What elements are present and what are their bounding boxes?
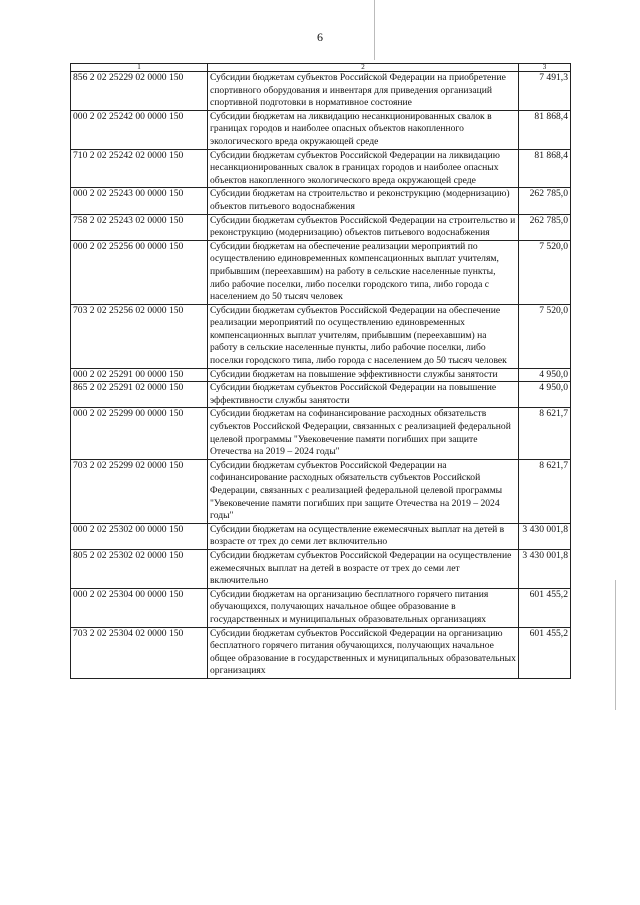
amount: 3 430 001,8	[519, 523, 571, 549]
amount: 81 868,4	[519, 110, 571, 149]
budget-table	[70, 63, 571, 679]
table-row	[71, 408, 571, 459]
amount: 7 520,0	[519, 304, 571, 368]
income-name: Субсидии бюджетам субъектов Российской Федерации на повышение эффективности службы занятости	[208, 382, 519, 408]
income-name: Субсидии бюджетам субъектов Российской Федерации на строительство и реконструкцию (модернизацию) объектов питьевого водоснабжения	[208, 214, 519, 240]
income-name: Субсидии бюджетам субъектов Российской Федерации на софинансирование расходных обязательств субъектов Российской Федерации, связанных с реализацией федеральной целевой программы "Увековечение памяти погибших при защите Отечества на 2019 – 2024 годы"	[208, 459, 519, 523]
income-name: Субсидии бюджетам на софинансирование расходных обязательств субъектов Российской Федерации, связанных с реализацией федеральной целевой программы "Увековечение памяти погибших при защите Отечества на 2019 – 2024 годы"	[208, 408, 519, 459]
income-name: Субсидии бюджетам субъектов Российской Федерации на обеспечение реализации мероприятий по осуществлению единовременных компенсационных выплат учителям, прибывшим (переехавшим) на работу в сельские населенные пункты, либо рабочие поселки, либо поселки городского типа, либо города с населением до 50 тысяч человек	[208, 304, 519, 368]
column-number: 2	[208, 64, 519, 72]
income-name: Субсидии бюджетам на обеспечение реализации мероприятий по осуществлению единовременных компенсационных выплат учителям, прибывшим (переехавшим) на работу в сельские населенные пункты, либо рабочие поселки, либо поселки городского типа, либо города с населением до 50 тысяч человек	[208, 240, 519, 304]
table-row	[71, 188, 571, 214]
budget-code: 710 2 02 25242 02 0000 150	[71, 149, 208, 188]
budget-code: 758 2 02 25243 02 0000 150	[71, 214, 208, 240]
table-row	[71, 523, 571, 549]
budget-code: 000 2 02 25304 00 0000 150	[71, 588, 208, 627]
amount: 8 621,7	[519, 459, 571, 523]
table-row	[71, 549, 571, 588]
amount: 7 491,3	[519, 72, 571, 111]
income-name: Субсидии бюджетам на организацию бесплатного горячего питания обучающихся, получающих начальное общее образование в государственных и муниципальных образовательных организациях	[208, 588, 519, 627]
budget-code: 000 2 02 25299 00 0000 150	[71, 408, 208, 459]
column-number: 1	[71, 64, 208, 72]
table-row	[71, 214, 571, 240]
income-name: Субсидии бюджетам на повышение эффективности службы занятости	[208, 368, 519, 382]
amount: 4 950,0	[519, 382, 571, 408]
table-row	[71, 72, 571, 111]
budget-code: 000 2 02 25243 00 0000 150	[71, 188, 208, 214]
income-name: Субсидии бюджетам субъектов Российской Федерации на ликвидацию несанкционированных свалок в границах городов и наиболее опасных объектов накопленного экологического вреда окружающей среде	[208, 149, 519, 188]
income-name: Субсидии бюджетам на осуществление ежемесячных выплат на детей в возрасте от трех до семи лет включительно	[208, 523, 519, 549]
scan-edge-mark	[615, 580, 616, 710]
table-row	[71, 588, 571, 627]
table-row	[71, 627, 571, 678]
budget-code: 000 2 02 25302 00 0000 150	[71, 523, 208, 549]
amount: 601 455,2	[519, 627, 571, 678]
income-name: Субсидии бюджетам субъектов Российской Федерации на осуществление ежемесячных выплат на детей в возрасте от трех до семи лет включительно	[208, 549, 519, 588]
table-row	[71, 240, 571, 304]
amount: 7 520,0	[519, 240, 571, 304]
budget-code: 000 2 02 25242 00 0000 150	[71, 110, 208, 149]
budget-code: 805 2 02 25302 02 0000 150	[71, 549, 208, 588]
income-name: Субсидии бюджетам субъектов Российской Федерации на организацию бесплатного горячего питания обучающихся, получающих начальное общее образование в государственных и муниципальных образовательных организациях	[208, 627, 519, 678]
table-row	[71, 110, 571, 149]
budget-code: 703 2 02 25256 02 0000 150	[71, 304, 208, 368]
page-number: 6	[317, 30, 323, 44]
amount: 3 430 001,8	[519, 549, 571, 588]
budget-code: 000 2 02 25256 00 0000 150	[71, 240, 208, 304]
budget-code: 703 2 02 25304 02 0000 150	[71, 627, 208, 678]
table-row	[71, 149, 571, 188]
income-name: Субсидии бюджетам на строительство и реконструкцию (модернизацию) объектов питьевого водоснабжения	[208, 188, 519, 214]
amount: 262 785,0	[519, 188, 571, 214]
table-row	[71, 459, 571, 523]
column-number: 3	[519, 64, 571, 72]
budget-code: 865 2 02 25291 02 0000 150	[71, 382, 208, 408]
table-row	[71, 304, 571, 368]
amount: 262 785,0	[519, 214, 571, 240]
budget-code: 856 2 02 25229 02 0000 150	[71, 72, 208, 111]
table-row	[71, 382, 571, 408]
income-name: Субсидии бюджетам субъектов Российской Федерации на приобретение спортивного оборудования и инвентаря для приведения организаций спортивной подготовки в нормативное состояние	[208, 72, 519, 111]
table-row	[71, 368, 571, 382]
amount: 4 950,0	[519, 368, 571, 382]
budget-code: 000 2 02 25291 00 0000 150	[71, 368, 208, 382]
budget-code: 703 2 02 25299 02 0000 150	[71, 459, 208, 523]
amount: 8 621,7	[519, 408, 571, 459]
column-number-row	[71, 64, 571, 72]
amount: 81 868,4	[519, 149, 571, 188]
amount: 601 455,2	[519, 588, 571, 627]
income-name: Субсидии бюджетам на ликвидацию несанкционированных свалок в границах городов и наиболее опасных объектов накопленного экологического вреда окружающей среде	[208, 110, 519, 149]
